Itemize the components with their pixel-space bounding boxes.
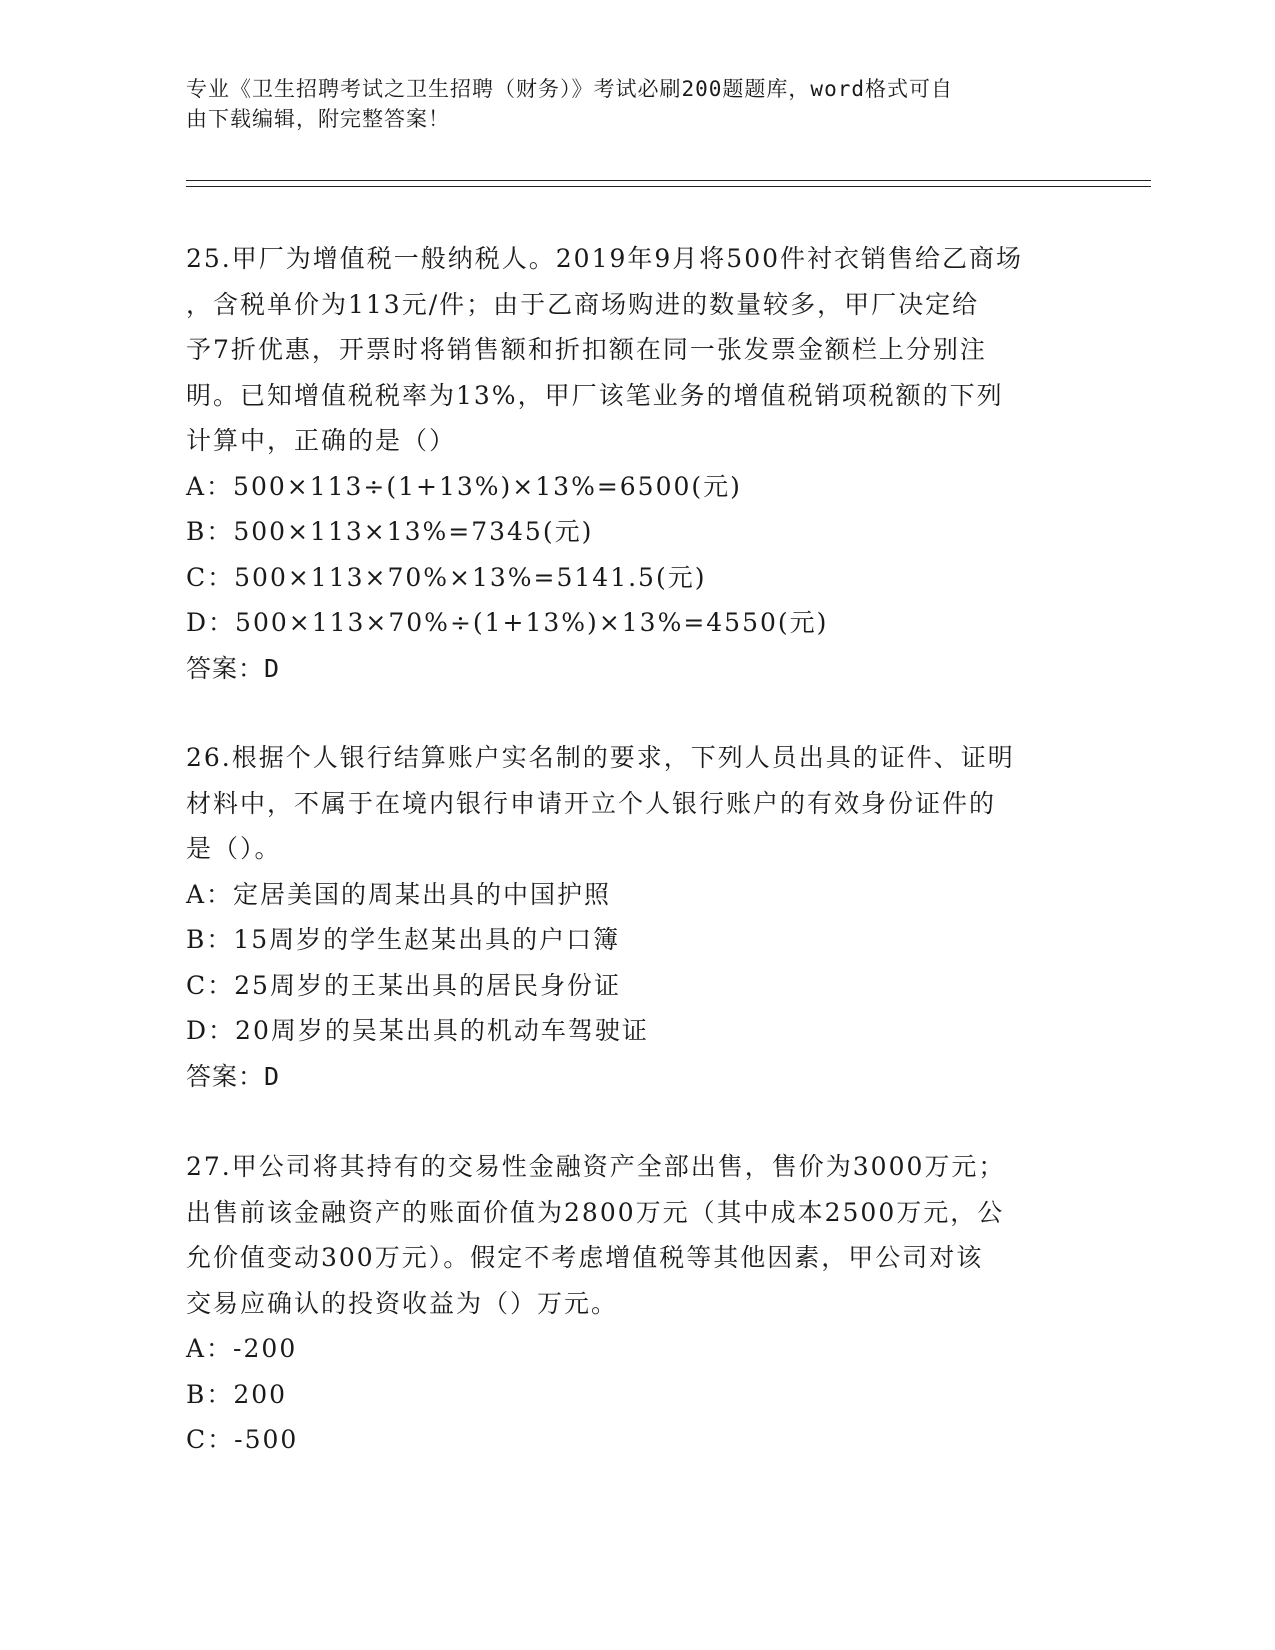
question-stem-line: 予7折优惠，开票时将销售额和折扣额在同一张发票金额栏上分别注 (186, 335, 987, 364)
header-divider-bottom (186, 186, 1151, 187)
question-25 (186, 236, 1086, 691)
option-a: A：500×113÷(1+13%)×13%=6500(元) (186, 471, 742, 501)
option-d: D：20周岁的吴某出具的机动车驾驶证 (186, 1016, 649, 1045)
question-stem-line: 明。已知增值税税率为13%，甲厂该笔业务的增值税销项税额的下列 (186, 380, 1004, 410)
question-stem-line: 允价值变动300万元）。假定不考虑增值税等其他因素，甲公司对该 (186, 1243, 984, 1272)
question-stem-line: 是（）。 (186, 834, 282, 863)
header-line-1: 专业《卫生招聘考试之卫生招聘（财务）》考试必刷200题题库，word格式可自 (186, 77, 953, 101)
question-stem-line: 出售前该金融资产的账面价值为2800万元（其中成本2500万元，公 (186, 1197, 1005, 1227)
option-c: C：500×113×70%×13%=5141.5(元) (186, 562, 707, 592)
question-stem-line: 交易应确认的投资收益为（）万元。 (186, 1288, 619, 1318)
answer-line: 答案：D (186, 1061, 281, 1091)
header-line-2: 由下载编辑，附完整答案！ (186, 107, 450, 131)
question-26 (186, 735, 1086, 1099)
question-stem-line: 26.根据个人银行结算账户实名制的要求，下列人员出具的证件、证明 (186, 743, 1015, 772)
question-stem-line: 27.甲公司将其持有的交易性金融资产全部出售，售价为3000万元； (186, 1152, 1006, 1181)
question-stem-line: 材料中，不属于在境内银行申请开立个人银行账户的有效身份证件的 (186, 788, 997, 818)
option-b: B：15周岁的学生赵某出具的户口簿 (186, 925, 621, 954)
header-divider-top (186, 180, 1151, 181)
option-a: A：-200 (186, 1334, 298, 1363)
question-stem-line: ，含税单价为113元/件；由于乙商场购进的数量较多，甲厂决定给 (186, 289, 980, 319)
option-b: B：500×113×13%=7345(元) (186, 517, 594, 546)
document-header (186, 74, 1066, 134)
option-c: C：25周岁的王某出具的居民身份证 (186, 970, 621, 1000)
answer-line: 答案：D (186, 653, 281, 683)
option-c: C：-500 (186, 1425, 299, 1454)
question-27 (186, 1144, 1086, 1463)
option-d: D：500×113×70%÷(1+13%)×13%=4550(元) (186, 608, 829, 637)
option-b: B：200 (186, 1379, 288, 1409)
option-a: A：定居美国的周某出具的中国护照 (186, 879, 612, 909)
question-stem-line: 计算中，正确的是（） (186, 426, 457, 455)
question-stem-line: 25.甲厂为增值税一般纳税人。2019年9月将500件衬衣销售给乙商场 (186, 244, 1024, 273)
